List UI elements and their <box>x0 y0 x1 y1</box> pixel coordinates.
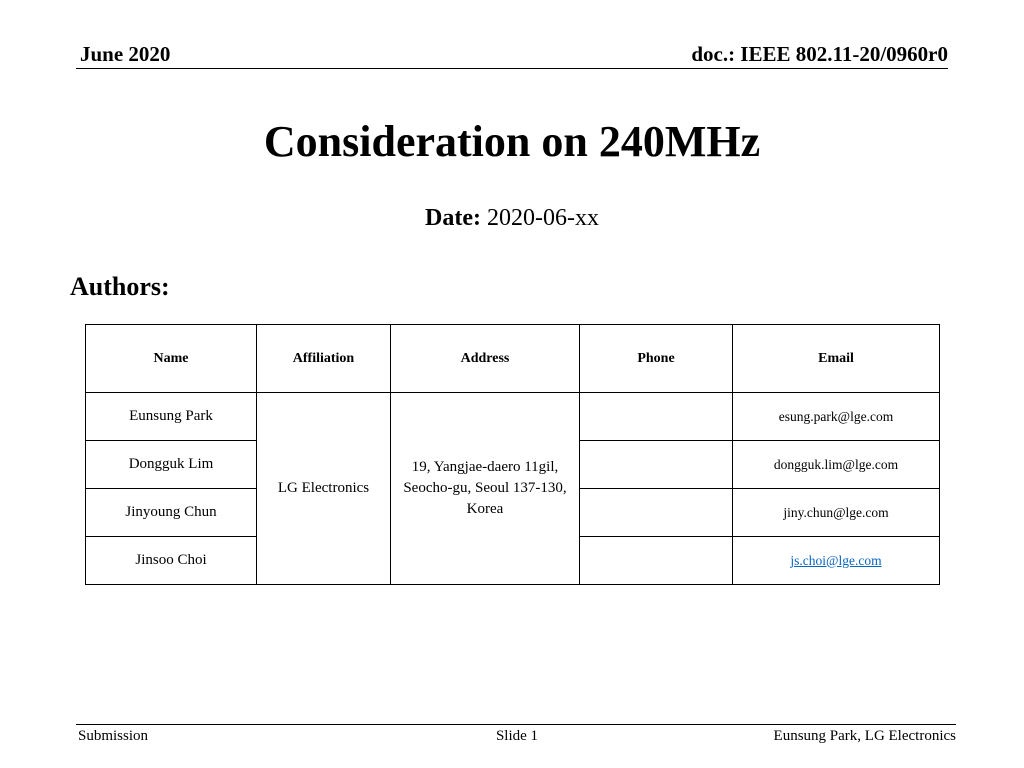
author-phone <box>580 537 733 585</box>
header-address: Address <box>391 325 580 393</box>
author-email: jiny.chun@lge.com <box>733 489 940 537</box>
author-name: Eunsung Park <box>86 393 257 441</box>
header-date: June 2020 <box>80 42 171 66</box>
date-value: 2020-06-xx <box>486 205 599 231</box>
header-email: Email <box>733 325 940 393</box>
author-address: 19, Yangjae-daero 11gil, Seocho-gu, Seoul 137-130, Korea <box>391 393 580 585</box>
table-row <box>86 393 940 441</box>
author-email-link[interactable]: js.choi@lge.com <box>790 552 882 568</box>
header-affiliation: Affiliation <box>257 325 391 393</box>
author-email: esung.park@lge.com <box>733 393 940 441</box>
header-divider <box>76 68 948 69</box>
footer-author: Eunsung Park, LG Electronics <box>773 728 956 744</box>
date-label: Date: <box>425 205 481 231</box>
author-phone <box>580 489 733 537</box>
slide-title: Consideration on 240MHz <box>263 117 761 166</box>
author-phone <box>580 393 733 441</box>
author-phone <box>580 441 733 489</box>
author-name: Jinsoo Choi <box>86 537 257 585</box>
date-line <box>0 205 1024 232</box>
author-name: Dongguk Lim <box>86 441 257 489</box>
author-name: Jinyoung Chun <box>86 489 257 537</box>
footer-divider <box>76 724 956 725</box>
footer-slide-number: Slide 1 <box>495 728 539 744</box>
footer-submission: Submission <box>78 728 149 744</box>
header-name: Name <box>86 325 257 393</box>
header-phone: Phone <box>580 325 733 393</box>
table-header-row <box>86 325 940 393</box>
header-doc-id: doc.: IEEE 802.11-20/0960r0 <box>691 42 948 66</box>
author-email: dongguk.lim@lge.com <box>733 441 940 489</box>
authors-label: Authors: <box>70 272 170 301</box>
authors-table <box>85 324 940 585</box>
author-affiliation: LG Electronics <box>257 393 391 585</box>
author-email-cell <box>733 537 940 585</box>
